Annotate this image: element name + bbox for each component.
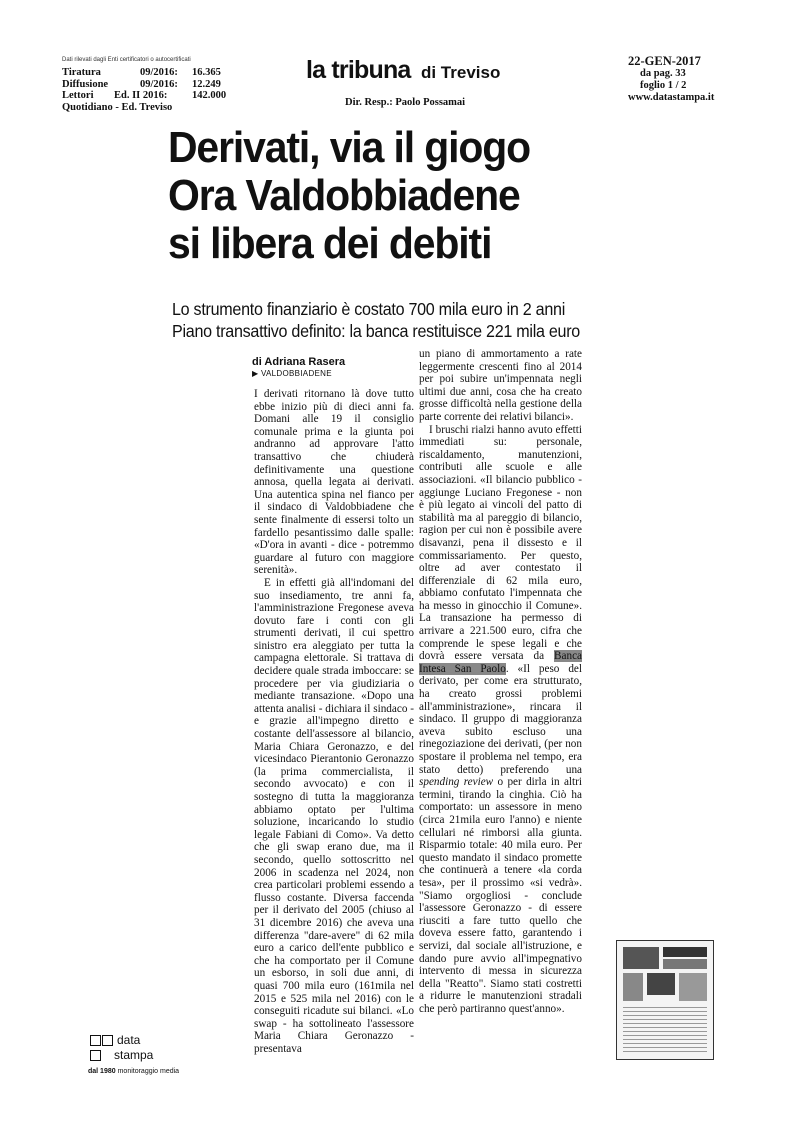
logo-word-stampa: stampa bbox=[114, 1048, 154, 1062]
stat-value: 142.000 bbox=[192, 90, 227, 101]
stat-date: 09/2016: bbox=[140, 78, 178, 90]
page-ref: da pag. 33 bbox=[640, 68, 686, 79]
paragraph: E in effetti già all'indomani del suo insediamento, tre anni fa, l'amministrazione Fregonese aveva dovuto fare i conti con gli strumenti derivati, il cui spettro sinistro era aleggiato per tutta la campagna elettorale. Si trattava di decidere quale strada imboccare: se procedere per via giudiziaria o mediante transazione. «Dopo una attenta analisi - dichiara il sindaco - e grazie all'impegno diretto e costante dell'assessore al bilancio, Maria Chiara Geronazzo, e del vicesindaco Pierantonio Geronazzo (la prima commercialista, il secondo avvocato) e con il sostegno di tutta la maggioranza abbiamo optato per l'ultima soluzione, incaricando lo studio legale Fabiani di Como». Va detto che gli swap erano due, ma il secondo, quello sottoscritto nel 2006 in scadenza nel 2024, non crea particolari problemi essendo a flusso costante. Diversa faccenda per il derivato del 2005 (chiuso al 31 dicembre 2016) che aveva una differenza "dare-avere" di 62 mila euro a carico dell'ente pubblico e che ha comportato per il Comune un esborso, in soli due anni, di quasi 700 mila euro (161mila nel 2015 e 525 mila nel 2016) con le conseguiti ricadute sui bilanci. «Lo swap - ha sottolineato l'assessore Maria Chiara Geronazzo - presentava bbox=[254, 576, 414, 1055]
text-run: o per dirla in altri termini, tirando la cinghia. Ciò ha comportato: un assessore in meno (circa 21mila euro l'anno) e niente cellulari né rimborsi alla giunta. Risparmio totale: 40 mila euro. Per questo mandato il sindaco promette che continuerà a tenere «la corda tesa», per il prossimo «si vedrà». "Siamo orgogliosi - conclude l'assessore Geronazzo - di essere riusciti a fare tutto quello che doveva essere fatto, garantendo i servizi, dal sociale all'istruzione, e dando pure avvio all'impegnativo intervento di messa in sicurezza della "Reatto". Siamo stati costretti a ridurre le manutenzioni stradali che però partiranno quest'anno». bbox=[419, 776, 582, 1015]
periodicity: Quotidiano - Ed. Treviso bbox=[62, 101, 173, 113]
paragraph bbox=[419, 424, 582, 1016]
logo-word-data: data bbox=[117, 1033, 141, 1047]
article-column-2 bbox=[419, 348, 582, 1015]
dateline-marker-icon: ▶ bbox=[252, 369, 259, 378]
highlighted-bank-name: Banca Intesa San Paolo bbox=[419, 650, 582, 675]
masthead-name: la tribuna bbox=[306, 56, 411, 84]
subheadline-line: Lo strumento finanziario è costato 700 mila euro in 2 anni bbox=[172, 299, 565, 319]
website: www.datastampa.it bbox=[628, 92, 715, 103]
logo-squares-icon bbox=[90, 1035, 113, 1046]
byline: di Adriana Rasera bbox=[252, 356, 346, 368]
issue-date: 22-GEN-2017 bbox=[628, 54, 701, 68]
headline-line: si libera dei debiti bbox=[168, 219, 492, 268]
masthead bbox=[306, 56, 500, 85]
stat-date: 09/2016: bbox=[140, 67, 178, 78]
paragraph: un piano di ammortamento a rate leggermente crescenti fino al 2014 per poi subire un'impennata negli ultimi due anni, cosa che ha creato grosse difficoltà nella gestione della parte corrente dei relativi bilanci». bbox=[419, 348, 582, 423]
paragraph: I derivati ritornano là dove tutto ebbe inizio più di dieci anni fa. Domani alle 19 il consiglio comunale prima e la giunta poi andranno ad approvare l'atto transattivo che chiuderà definitivamente una questione annosa, quella legata ai derivati. Una autentica spina nel fianco per il sindaco di Valdobbiadene che sente finalmente di essersi tolto un fardello pesantissimo dalle spalle: «D'ora in avanti - dice - potremmo guardare al futuro con maggiore serenità». bbox=[254, 388, 414, 577]
masthead-city: di Treviso bbox=[420, 63, 501, 82]
tagline-text: monitoraggio media bbox=[117, 1068, 180, 1075]
tagline-year: dal 1980 bbox=[88, 1068, 116, 1075]
stat-label: Tiratura bbox=[62, 67, 101, 78]
article-column-1 bbox=[254, 388, 414, 1055]
text-run: I bruschi rialzi hanno avuto effetti immediati su: personale, riscaldamento, manutenzioni, contributi alle scuole e alle associazioni. «Il bilancio pubblico - aggiunge Luciano Fregonese - non è più legato ai vincoli del patto di stabilità ma al pareggio di bilancio, ragion per cui non è possibile avere disavanzi, pena il dissesto e il commissariamento. Per questo, oltre ad aver contestato il differenziale di 62 mila euro, abbiamo confutato l'impennata che ha messo in ginocchio il Comune». La transazione ha permesso di arrivare a 221.500 euro, cifra che comprende le spese legali e che dovrà essere versata da bbox=[419, 423, 582, 663]
text-run: . «Il peso del derivato, per come era strutturato, ha creato grossi problemi all'amministrazione», rincara il sindaco. Il gruppo di maggioranza aveva subito escluso una rinegoziazione dei derivati, (per non spostare il problema nel tempo, era stato detto) preferendo una bbox=[419, 662, 582, 776]
stat-row bbox=[62, 79, 226, 91]
source-note: Dati rilevati dagli Enti certificatori o autocertificati bbox=[62, 57, 191, 63]
page-thumbnail bbox=[616, 940, 714, 1060]
stats-block bbox=[62, 67, 226, 113]
stat-row bbox=[62, 67, 226, 79]
datastampa-logo bbox=[90, 1033, 153, 1062]
stat-label: Lettori bbox=[62, 90, 94, 101]
logo-tagline bbox=[88, 1068, 179, 1075]
headline-line: Ora Valdobbiadene bbox=[168, 171, 520, 220]
stat-value: 12.249 bbox=[192, 78, 221, 90]
stat-value: 16.365 bbox=[192, 67, 221, 78]
logo-square-icon bbox=[90, 1050, 101, 1061]
italic-term: spending review bbox=[419, 776, 494, 789]
stat-label: Diffusione bbox=[62, 78, 109, 90]
stat-date: Ed. II 2016: bbox=[114, 90, 168, 101]
stat-row bbox=[62, 90, 226, 102]
dateline bbox=[252, 369, 332, 378]
headline-line: Derivati, via il giogo bbox=[168, 123, 531, 172]
headline bbox=[168, 124, 530, 268]
subheadline-line: Piano transattivo definito: la banca restituisce 221 mila euro bbox=[172, 321, 580, 341]
subheadline bbox=[172, 298, 580, 342]
sheet-ref: foglio 1 / 2 bbox=[640, 80, 687, 91]
director: Dir. Resp.: Paolo Possamai bbox=[345, 97, 466, 108]
dateline-text: VALDOBBIADENE bbox=[260, 369, 332, 378]
